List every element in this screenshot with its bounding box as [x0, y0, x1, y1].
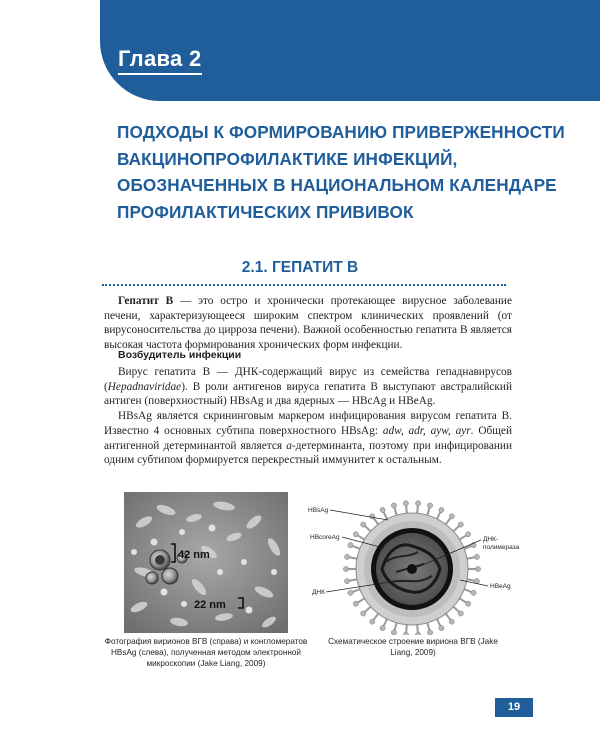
intro-paragraph-block [104, 294, 512, 353]
pathogen-paragraph-1 [104, 365, 512, 409]
main-heading-line: ПРОФИЛАКТИЧЕСКИХ ПРИВИВОК [117, 201, 414, 222]
main-heading-line: ВАКЦИНОПРОФИЛАКТИКЕ ИНФЕКЦИЙ, [117, 148, 458, 169]
pathogen-text: -детерминанта, поэтому при инфицировании одним субтипом формируется перекрестный иммунитет к остальным. [104, 439, 512, 467]
pathogen-text: Вирус гепатита В — ДНК-содержащий вирус из семейства гепаднавирусов ( [104, 366, 512, 393]
section-heading: 2.1. ГЕПАТИТ В [241, 259, 359, 276]
label-dna-polymerase-1: ДНК- [483, 536, 499, 543]
label-dna: ДНК [312, 589, 325, 596]
pathogen-text-block [104, 365, 512, 468]
intro-paragraph [104, 294, 512, 353]
label-hbcoreag: HBcoreAg [310, 534, 340, 541]
dna-polymerase [407, 564, 417, 574]
intro-text: — это остро и хронически протекающее вирусное заболевание печени, характеризующееся широким спектром клинических проявлений (от вирусоносительства до цирроза печени). Важной особенностью гепатита В является высокая частота формирования хронических форм инфекции. [104, 295, 512, 352]
micrograph-image [124, 492, 288, 633]
determinant: a [286, 439, 292, 452]
label-22-nm: 22 nm [194, 599, 226, 611]
main-heading-line: ПОДХОДЫ К ФОРМИРОВАНИЮ ПРИВЕРЖЕННОСТИ [117, 122, 565, 142]
figure-right-caption: Схематическое строение вириона ВГВ (Jake Liang, 2009) [328, 637, 498, 657]
virion-diagram [300, 490, 530, 635]
electron-micrograph [124, 492, 288, 633]
page-number: 19 [495, 698, 533, 717]
figure-left-caption: Фотография вирионов ВГВ (справа) и конгломератов HBsAg (слева), полученная методом электронной микроскопии (Jake Liang, 2009) [104, 637, 308, 668]
pathogen-text: ). В роли антигенов вируса гепатита В выступают австралийский антиген (поверхностный) HBsAg и два ядерных — HBcAg и HBeAg. [104, 380, 512, 408]
subtypes: adw, adr, ayw, ayr [382, 424, 471, 437]
virus-family: Hepadnaviridae [107, 380, 182, 393]
pathogen-text: . Общей антигенной детерминантой является [104, 424, 512, 452]
chapter-title: Глава 2 [118, 46, 202, 75]
main-heading [117, 119, 577, 225]
dotted-divider [102, 284, 506, 286]
label-42-nm: 42 nm [178, 549, 210, 561]
pathogen-paragraph-2 [104, 409, 512, 468]
intro-term: Гепатит В [118, 295, 174, 307]
main-heading-line: ОБОЗНАЧЕННЫХ В НАЦИОНАЛЬНОМ КАЛЕНДАРЕ [117, 175, 557, 195]
pathogen-heading: Возбудитель инфекции [118, 349, 242, 361]
label-hbeag: HBeAg [490, 583, 511, 590]
pathogen-text: HBsAg является скрининговым маркером инфицирования вирусом гепатита В. Известно 4 основных субтипа поверхностного HBsAg: [104, 410, 512, 437]
label-hbsag: HBsAg [308, 507, 329, 514]
label-dna-polymerase-2: полимераза [483, 544, 520, 551]
